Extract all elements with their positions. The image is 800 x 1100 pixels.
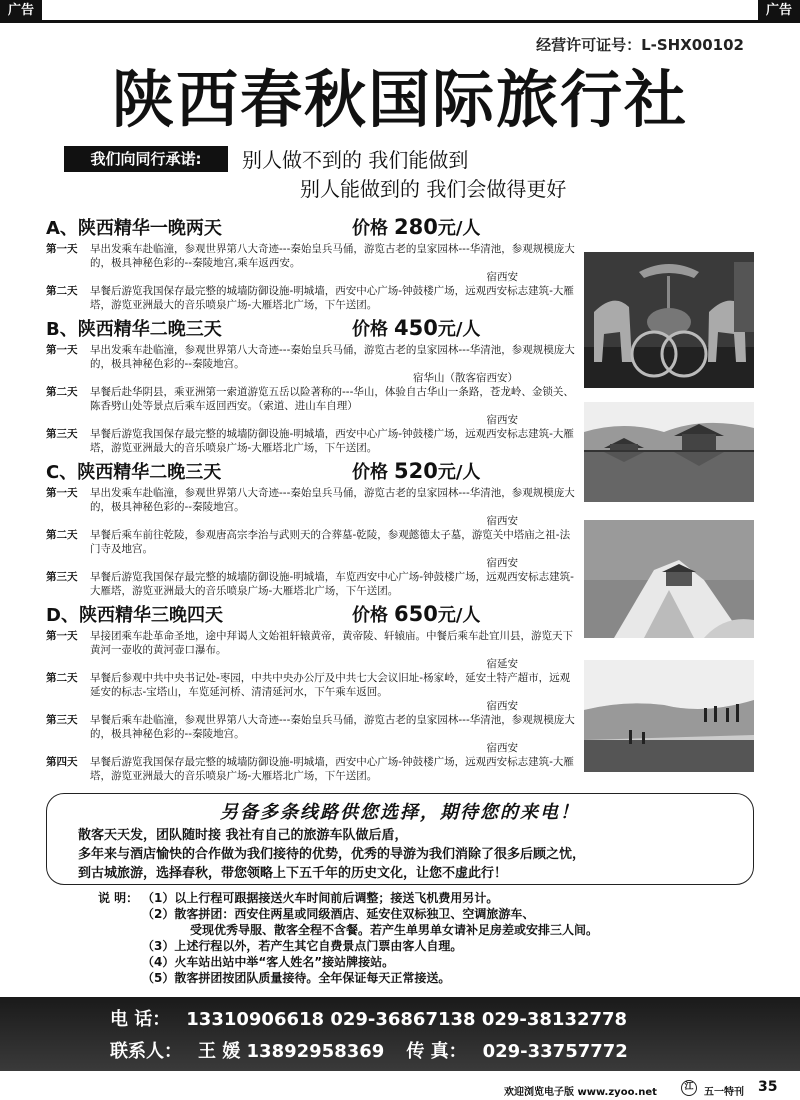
day-text <box>90 427 578 455</box>
itinerary-day <box>46 486 578 528</box>
itinerary-day <box>46 284 578 312</box>
price-value: 280 <box>394 215 438 239</box>
itinerary-day <box>46 671 578 713</box>
ad-tag-right: 广告 <box>758 0 800 22</box>
day-description: 早餐后游览我国保存最完整的城墙防御设施-明城墙，西安中心广场-钟鼓楼广场，远观西安标志建筑-大雁塔，游览亚洲最大的音乐喷泉广场-大雁塔北广场，下午送团。 <box>90 428 574 454</box>
day-lodging: 宿西安 <box>486 700 518 712</box>
itinerary-day <box>46 343 578 385</box>
waterfall-photo <box>584 660 754 772</box>
itinerary-day <box>46 242 578 284</box>
price-value: 520 <box>394 459 438 483</box>
day-text <box>90 284 578 312</box>
palace-lake-photo <box>584 402 754 502</box>
day-description: 早接团乘车赴革命圣地，途中拜谒人文始祖轩辕黄帝，黄帝陵、轩辕庙。中餐后乘车赴宜川县，游览天下黄河一壶收的黄河壶口瀑布。 <box>90 630 573 656</box>
box-line: 散客天天发，团队随时接 我社有自己的旅游车队做后盾， <box>78 828 408 843</box>
day-lodging: 宿延安 <box>486 658 518 670</box>
day-text <box>90 242 578 284</box>
route-price <box>352 214 480 240</box>
agency-title: 陕西春秋国际旅行社 <box>111 63 688 136</box>
day-text <box>90 486 578 528</box>
route-block <box>46 315 578 455</box>
note-item: （5）散客拼团按团队质量接待。全年保证每天正常接送。 <box>142 971 451 985</box>
promise-label: 我们向同行承诺: <box>64 146 228 172</box>
route-price <box>352 601 480 627</box>
route-block <box>46 601 578 783</box>
fax-label: 传 真： <box>406 1041 467 1062</box>
itinerary-day <box>46 570 578 598</box>
price-unit: 元/人 <box>437 319 481 340</box>
day-text <box>90 713 578 755</box>
top-rule <box>0 20 800 23</box>
contact-footer <box>0 997 800 1071</box>
day-text <box>90 755 578 783</box>
itinerary-day <box>46 528 578 570</box>
day-text <box>90 343 578 385</box>
notes-label: 说 明： <box>98 891 139 905</box>
day-label: 第三天 <box>46 714 78 726</box>
note-item: （4）火车站出站中举“客人姓名”接站牌接站。 <box>142 955 395 969</box>
mountain-pavilion-photo <box>584 520 754 638</box>
day-lodging: 宿西安 <box>486 557 518 569</box>
box-title: 另备多条线路供您选择，期待您的来电！ <box>220 802 580 823</box>
itinerary-day <box>46 427 578 455</box>
day-description: 早餐后赴华阴县，乘亚洲第一索道游览五岳以险著称的---华山，体验自古华山一条路，苍龙岭、金锁关、陈香劈山处等景点后乘车返回西安。（索道、进山车自理） <box>90 386 574 412</box>
day-lodging: 宿西安 <box>486 515 518 527</box>
issue-name: 五一特刊 <box>704 1087 744 1098</box>
price-unit: 元/人 <box>437 605 481 626</box>
route-header <box>46 315 578 341</box>
day-label: 第一天 <box>46 344 78 356</box>
itinerary-day <box>46 385 578 427</box>
day-description: 早餐后游览我国保存最完整的城墙防御设施-明城墙，车览西安中心广场-钟鼓楼广场，远观西安标志建筑-大雁塔，游览亚洲最大的音乐喷泉广场-大雁塔北广场，下午送团。 <box>90 571 574 597</box>
publisher-logo-icon: 江 <box>681 1080 697 1096</box>
note-item: 受现优秀导服、散客全程不含餐。若产生单男单女请补足房差或安排三人间。 <box>190 923 599 937</box>
contact-line <box>110 1037 628 1063</box>
notes <box>98 890 748 986</box>
itinerary-day <box>46 629 578 671</box>
route-title: A、陕西精华一晚两天 <box>46 218 222 239</box>
day-description: 早餐后乘车赴临潼，参观世界第八大奇迹---秦始皇兵马俑，游览古老的皇家园林---华清池，参观规模庞大的，极具神秘色彩的--秦陵地宫。 <box>90 714 575 740</box>
note-item: （1）以上行程可跟据接送火车时间前后调整；接送飞机费用另计。 <box>142 891 499 905</box>
site-link[interactable]: 欢迎浏览电子版 www.zyoo.net <box>504 1087 657 1098</box>
route-title: C、陕西精华二晚三天 <box>46 462 222 483</box>
day-description: 早出发乘车赴临潼，参观世界第八大奇迹---秦始皇兵马俑，游览古老的皇家园林---华清池，参观规模庞大的，极具神秘色彩的--秦陵地宫。 <box>90 487 575 513</box>
terracotta-photo <box>584 252 754 388</box>
person-label: 联系人： <box>110 1041 182 1062</box>
day-description: 早出发乘车赴临潼，参观世界第八大奇迹---秦始皇兵马俑，游览古老的皇家园林---华清池，参观规模庞大的，极具神秘色彩的--秦陵地宫。 <box>90 344 575 370</box>
day-text <box>90 671 578 713</box>
routes-list <box>46 214 578 786</box>
route-price <box>352 315 480 341</box>
day-text <box>90 385 578 427</box>
route-title: D、陕西精华三晚四天 <box>46 605 223 626</box>
route-block <box>46 458 578 598</box>
day-description: 早餐后游览我国保存最完整的城墙防御设施-明城墙，西安中心广场-钟鼓楼广场，远观西安标志建筑-大雁塔，游览亚洲最大的音乐喷泉广场-大雁塔北广场，下午送团。 <box>90 285 574 311</box>
price-unit: 元/人 <box>437 462 481 483</box>
day-lodging: 宿华山（散客宿西安） <box>413 372 518 384</box>
day-description: 早餐后乘车前往乾陵，参观唐高宗李治与武则天的合葬墓-乾陵，参观懿德太子墓，游览关中塔庙之祖-法门寺及地宫。 <box>90 529 571 555</box>
day-label: 第一天 <box>46 487 78 499</box>
box-body <box>78 826 738 883</box>
day-text <box>90 528 578 570</box>
price-value: 450 <box>394 316 438 340</box>
day-label: 第二天 <box>46 386 78 398</box>
phone-label: 电 话： <box>110 1009 171 1030</box>
route-header <box>46 458 578 484</box>
itinerary-day <box>46 755 578 783</box>
note-item: （3）上述行程以外，若产生其它自费景点门票由客人自理。 <box>142 939 463 953</box>
day-lodging: 宿西安 <box>486 742 518 754</box>
day-description: 早餐后游览我国保存最完整的城墙防御设施-明城墙，西安中心广场-钟鼓楼广场，远观西安标志建筑-大雁塔，游览亚洲最大的音乐喷泉广场-大雁塔北广场，下午送团。 <box>90 756 574 782</box>
day-label: 第二天 <box>46 529 78 541</box>
price-label: 价格 <box>352 319 388 340</box>
page-footer <box>0 1077 800 1100</box>
price-label: 价格 <box>352 462 388 483</box>
phone-line <box>110 1005 627 1031</box>
day-label: 第四天 <box>46 756 78 768</box>
route-header <box>46 214 578 240</box>
route-block <box>46 214 578 312</box>
day-text <box>90 570 578 598</box>
box-line: 到古城旅游，选择春秋，带您领略上下五千年的历史文化，让您不虚此行！ <box>78 866 508 881</box>
day-label: 第三天 <box>46 571 78 583</box>
price-label: 价格 <box>352 605 388 626</box>
day-text <box>90 629 578 671</box>
price-value: 650 <box>394 602 438 626</box>
slogan-line-1: 别人做不到的 我们能做到 <box>242 148 469 172</box>
day-description: 早餐后参观中共中央书记处-枣园，中共中央办公厅及中共七大会议旧址-杨家岭，延安土特产超市，远观延安的标志-宝塔山，车览延河桥、清清延河水，下午乘车返回。 <box>90 672 571 698</box>
fax-value: 029-33757772 <box>482 1041 628 1062</box>
day-label: 第一天 <box>46 630 78 642</box>
day-label: 第二天 <box>46 672 78 684</box>
day-description: 早出发乘车赴临潼，参观世界第八大奇迹---秦始皇兵马俑，游览古老的皇家园林---华清池，参观规模庞大的，极具神秘色彩的--秦陵地宫,乘车返西安。 <box>90 243 575 269</box>
price-label: 价格 <box>352 218 388 239</box>
day-label: 第三天 <box>46 428 78 440</box>
route-price <box>352 458 480 484</box>
person-value: 王 媛 13892958369 <box>198 1041 385 1062</box>
slogan-line-2: 别人能做到的 我们会做得更好 <box>300 177 567 201</box>
phone-value: 13310906618 029-36867138 029-38132778 <box>186 1009 628 1030</box>
day-lodging: 宿西安 <box>486 414 518 426</box>
route-title: B、陕西精华二晚三天 <box>46 319 222 340</box>
price-unit: 元/人 <box>437 218 481 239</box>
day-label: 第一天 <box>46 243 78 255</box>
page-number: 35 <box>758 1079 778 1095</box>
route-header <box>46 601 578 627</box>
day-label: 第二天 <box>46 285 78 297</box>
note-item: （2）散客拼团：西安住两星或同级酒店、延安住双标独卫、空调旅游车、 <box>142 907 535 921</box>
itinerary-day <box>46 713 578 755</box>
license-number: 经营许可证号：L-SHX00102 <box>536 36 744 54</box>
day-lodging: 宿西安 <box>486 271 518 283</box>
note-row <box>98 890 748 906</box>
box-line: 多年来与酒店愉快的合作做为我们接待的优势，优秀的导游为我们消除了很多后顾之忧， <box>78 847 586 862</box>
ad-tag-left: 广告 <box>0 0 42 22</box>
